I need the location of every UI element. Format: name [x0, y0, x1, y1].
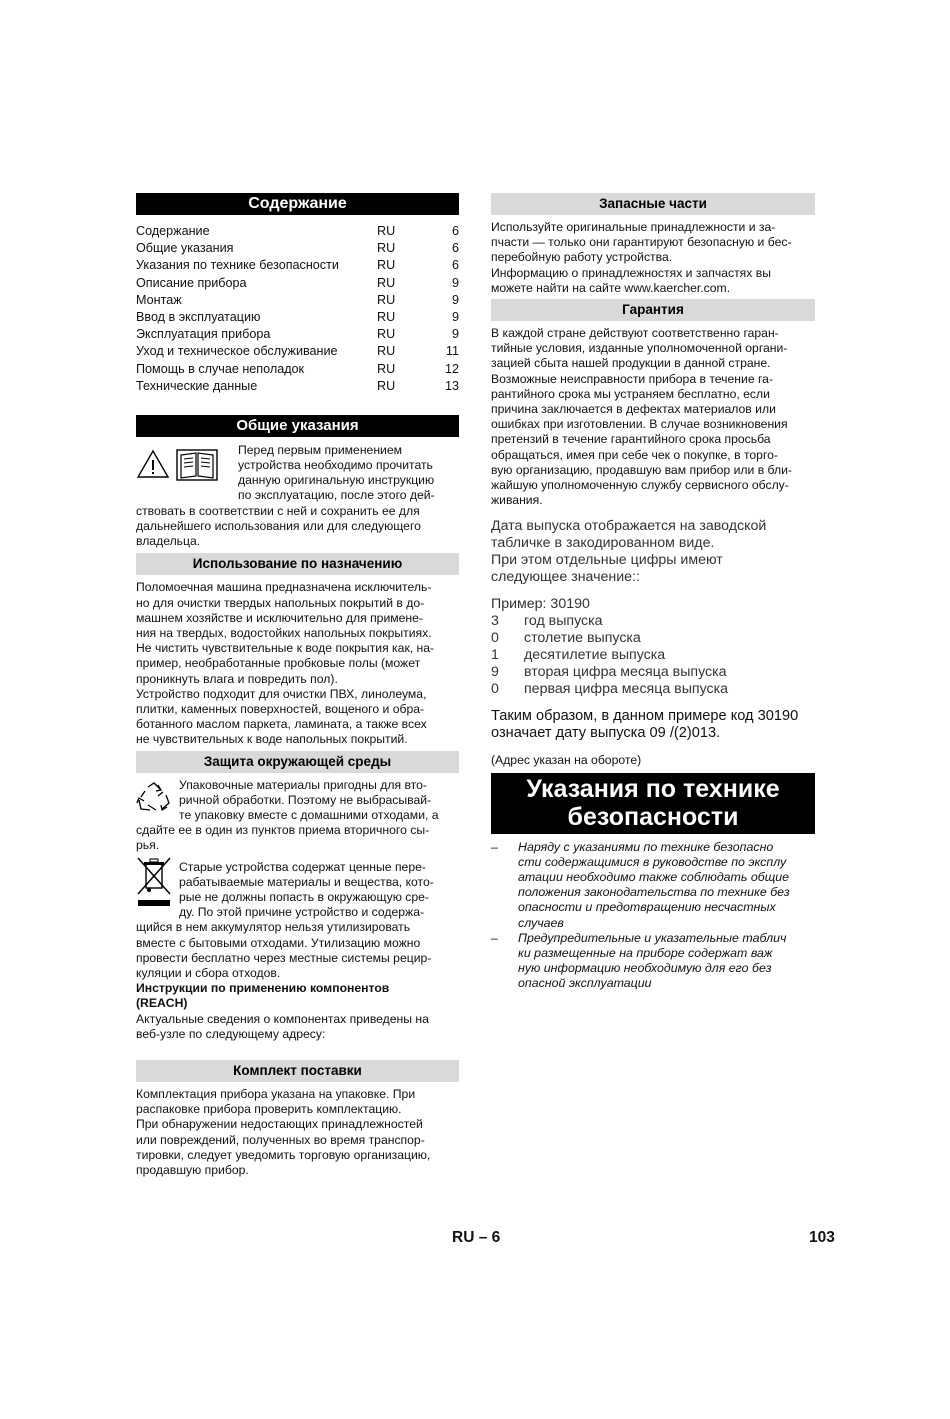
toc-title: Указания по технике безопасности [136, 258, 339, 273]
text-line: ствовать в соответствии с ней и сохранить ее для [136, 503, 420, 518]
safety-header [491, 773, 815, 834]
text-line: рабатываемые материалы и вещества, кото- [179, 874, 434, 889]
text-line: Комплектация прибора указана на упаковке. При [136, 1086, 416, 1101]
recycle-block [136, 778, 459, 824]
text-line: тийные условия, изданные уполномоченной органи- [491, 341, 788, 356]
environment-header: Защита окружающей среды [136, 751, 459, 773]
crossed-bin-icon [136, 856, 172, 910]
safety-bullet [491, 840, 815, 931]
text-line: В каждой стране действуют соответственно гаран- [491, 326, 779, 341]
toc-row[interactable] [136, 240, 459, 257]
text-line: продавшую прибор. [136, 1163, 249, 1177]
toc-lang: RU [377, 258, 396, 273]
toc-row[interactable] [136, 257, 459, 274]
toc-row[interactable] [136, 361, 459, 378]
toc-page: 12 [444, 361, 459, 376]
general-icon-block [136, 443, 459, 504]
text-line: плитки, каменных поверхностей, вощеного и обра- [136, 701, 425, 716]
text-line: Упаковочные материалы пригодны для вто- [179, 777, 427, 792]
bullet-dash: – [491, 930, 498, 945]
safety-bullet [491, 931, 815, 992]
safety-bullets [491, 840, 815, 992]
text-line: но для очистки твердых напольных покрытий в до- [136, 595, 425, 610]
right-column [491, 193, 815, 992]
text-line: рые не должны попасть в окружающую сре- [179, 889, 429, 904]
text-line: вместе с бытовыми отходами. Утилизацию можно [136, 935, 421, 950]
text-line: сдайте ее в один из пунктов приема вторичного сы- [136, 823, 430, 838]
code-meaning: год выпуска [524, 613, 603, 630]
code-digit: 9 [491, 664, 499, 681]
text-line: случаев [518, 915, 564, 930]
text-line: данную оригинальную инструкцию [238, 473, 435, 488]
address-note: (Адрес указан на обороте) [491, 753, 642, 768]
bin-icon-wrap [136, 856, 179, 915]
code-digit: 3 [491, 613, 499, 630]
text-line: ния на твердых, водостойких напольных покрытиях. [136, 625, 432, 640]
toc-title: Общие указания [136, 241, 234, 256]
text-line: ботанного маслом паркета, ламината, а также всех [136, 717, 427, 732]
toc-row[interactable] [136, 326, 459, 343]
general-icon-text [238, 443, 459, 504]
toc-row[interactable] [136, 275, 459, 292]
toc-page: 9 [451, 275, 459, 290]
code-digit: 1 [491, 647, 499, 664]
footer-page-number: 103 [809, 1229, 835, 1246]
toc-page: 6 [451, 241, 459, 256]
text-line: Актуальные сведения о компонентах приведены на [136, 1011, 429, 1026]
text-line: претензий в течение гарантийного срока просьба [491, 432, 771, 447]
toc-lang: RU [377, 224, 396, 238]
text-line: ки размещенные на приборе содержат важ [518, 946, 773, 961]
production-date-info [491, 518, 815, 586]
text-line: означает дату выпуска 09 /(2)013. [491, 725, 721, 742]
text-line: не чувствительных к воде напольных покрытий. [136, 732, 408, 747]
text-line: дальнейшего использования или для следующего [136, 518, 421, 533]
intended-use-header: Использование по назначению [136, 553, 459, 575]
safety-header-line: Указания по технике [526, 774, 780, 803]
text-line: машнем хозяйстве и исключительно для примене- [136, 610, 423, 625]
recycle-text [179, 778, 459, 824]
text-line: положения законодательства по технике без [518, 885, 790, 900]
recycle-icon-wrap [136, 778, 179, 818]
toc-header: Содержание [136, 193, 459, 215]
code-row [491, 664, 815, 681]
code-meaning: столетие выпуска [524, 630, 641, 647]
toc-row[interactable] [136, 343, 459, 360]
text-line: При обнаружении недостающих принадлежностей [136, 1117, 423, 1132]
text-line: атации необходимо также соблюдать общие [518, 870, 790, 885]
text-line: можете найти на сайте www.kaercher.com. [491, 280, 731, 295]
toc-page: 11 [445, 344, 459, 359]
text-line: Перед первым применением [238, 442, 403, 457]
text-line: владельца. [136, 534, 201, 549]
text-line: ду. По этой причине устройство и содержа- [179, 905, 425, 920]
reach-heading: Инструкции по применению компонентов [136, 981, 390, 996]
text-line: щийся в нем аккумулятор нельзя утилизировать [136, 920, 411, 935]
toc-lang: RU [377, 327, 396, 342]
text-line: ричной обработки. Поэтому не выбрасывай- [179, 792, 432, 807]
warning-triangle-icon [136, 449, 170, 479]
toc-page: 6 [451, 224, 459, 238]
text-line: Предупредительные и указательные таблич [518, 930, 787, 945]
code-row [491, 613, 815, 630]
bin-block [136, 856, 459, 921]
code-row [491, 630, 815, 647]
toc-page: 9 [451, 309, 459, 324]
toc-page: 9 [451, 292, 459, 307]
general-header: Общие указания [136, 415, 459, 437]
text-line: Устройство подходит для очистки ПВХ, линолеума, [136, 686, 427, 701]
bin-text [179, 856, 459, 921]
footer-section-page: RU – 6 [452, 1229, 501, 1246]
text-line: рантийного срока мы устраняем бесплатно, если [491, 386, 770, 401]
toc-title: Помощь в случае неполадок [136, 361, 305, 376]
toc-lang: RU [377, 292, 396, 307]
text-line: ную информацию необходимую для его без [518, 961, 772, 976]
toc-row[interactable] [136, 309, 459, 326]
toc-row[interactable] [136, 223, 459, 240]
spare-parts-body [491, 220, 815, 296]
manual-book-icon [176, 449, 218, 481]
example-label: Пример: 30190 [491, 596, 590, 613]
toc-page: 6 [451, 258, 459, 273]
text-line: проникнуть влага и повредить пол). [136, 671, 338, 686]
text-line: Старые устройства содержат ценные пере- [179, 859, 426, 874]
warranty-header: Гарантия [491, 299, 815, 321]
reach-heading: (REACH) [136, 996, 188, 1011]
code-list [491, 613, 815, 698]
code-row [491, 681, 815, 698]
text-line: табличке в закодированном виде. [491, 535, 715, 552]
toc-lang: RU [377, 361, 396, 376]
text-line: устройства необходимо прочитать [238, 458, 433, 473]
text-line: или повреждений, полученных во время транспор- [136, 1132, 425, 1147]
bullet-dash: – [491, 839, 498, 854]
code-meaning: вторая цифра месяца выпуска [524, 664, 727, 681]
code-row [491, 647, 815, 664]
text-line: жайшую уполномоченную службу сервисного обслу- [491, 478, 789, 493]
delivery-header: Комплект поставки [136, 1060, 459, 1082]
text-line: живания. [491, 493, 543, 508]
toc-lang: RU [377, 309, 396, 324]
toc-title: Уход и техническое обслуживание [136, 344, 338, 359]
text-line: провести бесплатно через местные системы рецир- [136, 950, 432, 965]
text-line: Не чистить чувствительные к воде покрытия как, на- [136, 641, 435, 656]
date-summary [491, 708, 815, 742]
recycle-icon [136, 781, 172, 813]
toc-title: Технические данные [136, 378, 258, 393]
delivery-body [136, 1087, 459, 1178]
toc-page: 9 [451, 327, 459, 342]
toc-row[interactable] [136, 378, 459, 395]
text-line: сти содержащимися в руководстве по эксплу [518, 854, 787, 869]
code-meaning: первая цифра месяца выпуска [524, 681, 729, 698]
code-digit: 0 [491, 681, 499, 698]
toc-lang: RU [377, 344, 396, 359]
toc-title: Ввод в эксплуатацию [136, 309, 261, 324]
text-line: распаковке прибора проверить комплектацию. [136, 1102, 402, 1117]
code-digit: 0 [491, 630, 499, 647]
text-line: зацией сбыта нашей продукции в данной стране. [491, 356, 771, 371]
toc-lang: RU [377, 275, 396, 290]
toc-title: Содержание [136, 224, 210, 238]
toc-page: 13 [444, 378, 459, 393]
text-line: Дата выпуска отображается на заводской [491, 518, 767, 535]
text-line: рья. [136, 838, 160, 853]
text-line: опасности и предотвращению несчастных [518, 900, 776, 915]
text-line: те упаковку вместе с домашними отходами, а [179, 807, 439, 822]
toc-lang: RU [377, 378, 396, 393]
text-line: Поломоечная машина предназначена исключитель- [136, 580, 432, 595]
warranty-body [491, 326, 815, 508]
spare-parts-header: Запасные части [491, 193, 815, 215]
text-line: обращаться, имея при себе чек о покупке, в торго- [491, 447, 778, 462]
general-icons [136, 443, 238, 481]
left-column [136, 193, 459, 1178]
text-line: вую организацию, продавшую вам прибор или в бли- [491, 462, 792, 477]
text-line: опасной эксплуатации [518, 976, 652, 991]
toc-title: Описание прибора [136, 275, 247, 290]
text-line: При этом отдельные цифры имеют [491, 552, 723, 569]
text-line: по эксплуатацию, после этого дей- [238, 488, 435, 503]
text-line: Таким образом, в данном примере код 30190 [491, 708, 799, 725]
text-line: пример, необработанные пробковые полы (может [136, 656, 421, 671]
text-line: Используйте оригинальные принадлежности и за- [491, 220, 776, 234]
text-line: Наряду с указаниями по технике безопасно [518, 839, 774, 854]
text-line: пчасти — только они гарантируют безопасную и бес- [491, 235, 792, 250]
text-line: причина заключается в дефектах материалов или [491, 402, 776, 417]
text-line: тировки, следует уведомить торговую организацию, [136, 1147, 431, 1162]
text-line: перебойную работу устройства. [491, 250, 673, 265]
toc-table [136, 223, 459, 395]
text-line: Информацию о принадлежностях и запчастях вы [491, 265, 771, 280]
text-line: Возможные неисправности прибора в течение га- [491, 371, 774, 386]
text-line: куляции и сбора отходов. [136, 965, 281, 980]
intended-use-body [136, 580, 459, 747]
code-meaning: десятилетие выпуска [524, 647, 666, 664]
text-line: ошибках при изготовлении. В случае возникновения [491, 417, 788, 432]
safety-header-line: безопасности [567, 802, 739, 831]
toc-lang: RU [377, 241, 396, 256]
toc-title: Эксплуатация прибора [136, 327, 271, 342]
text-line: веб-узле по следующему адресу: [136, 1026, 326, 1041]
text-line: следующее значение:: [491, 569, 640, 586]
toc-row[interactable] [136, 292, 459, 309]
toc-title: Монтаж [136, 292, 182, 307]
